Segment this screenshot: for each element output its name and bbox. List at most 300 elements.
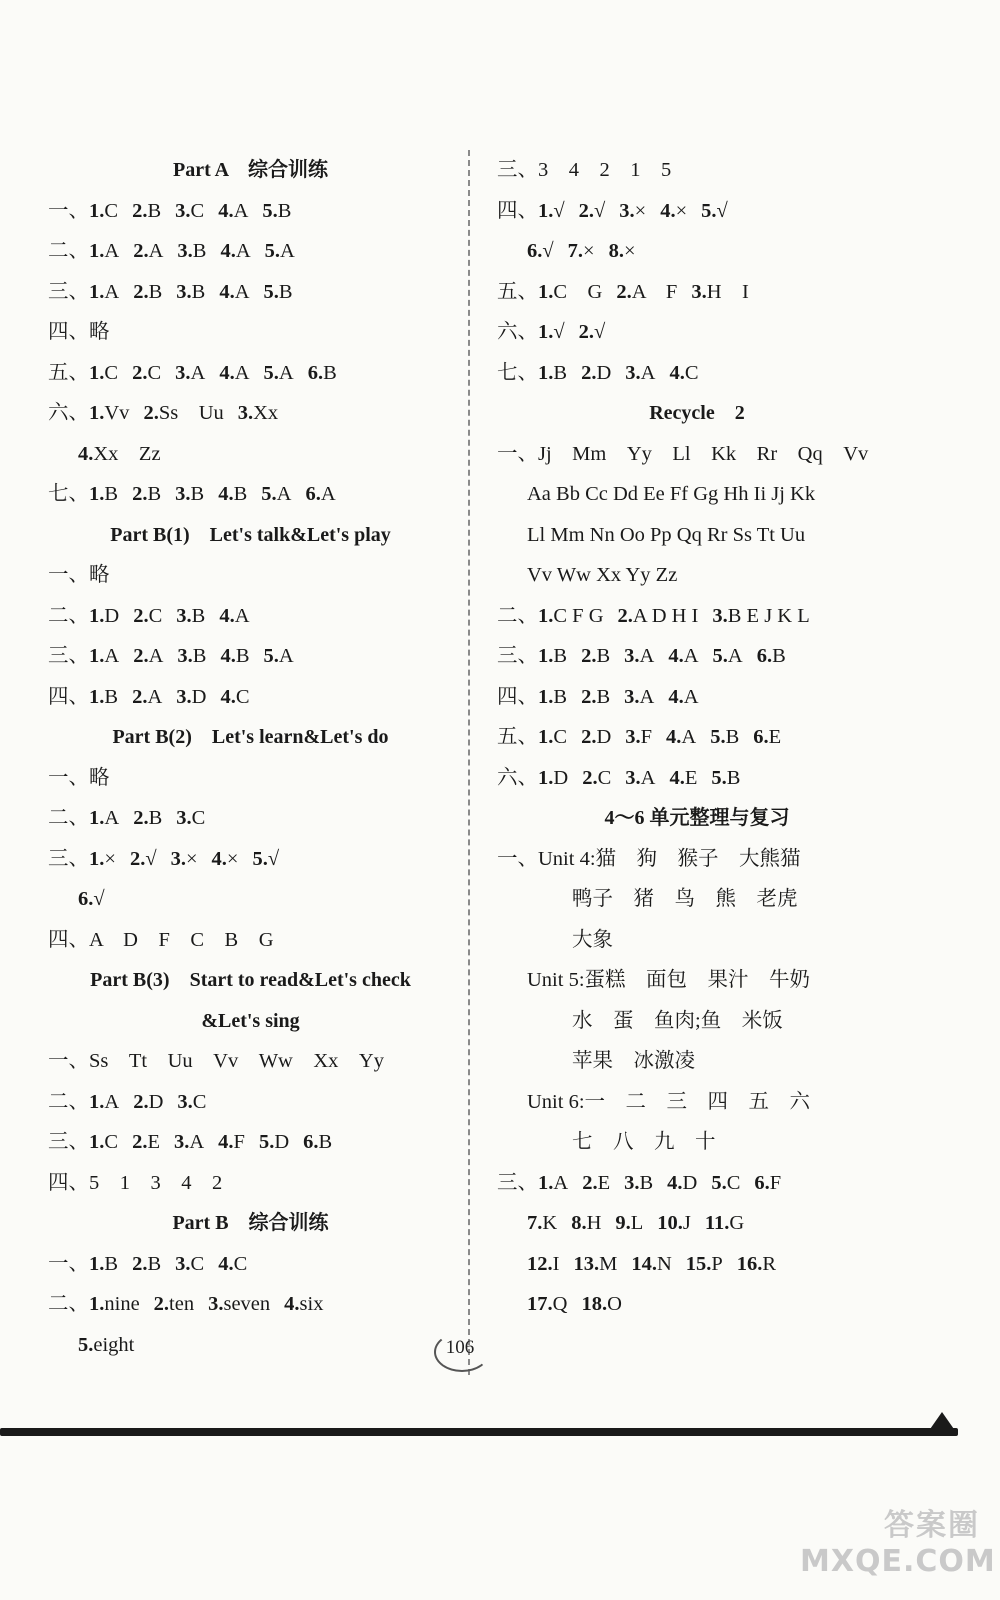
answer-value: H I (706, 280, 749, 303)
answer-line (48, 312, 453, 353)
answer-value: K (542, 1212, 558, 1234)
answer-item (625, 717, 652, 758)
answer-number: 1. (89, 240, 105, 262)
answer-value: A D H I (632, 604, 699, 627)
answer-number: 4. (220, 645, 236, 667)
answer-item (737, 1244, 776, 1285)
answer-number: 5. (262, 199, 278, 222)
answer-line (48, 677, 453, 718)
answer-number: 2. (581, 726, 597, 748)
answer-line (48, 393, 453, 434)
answer-item (757, 636, 786, 677)
answer-item (78, 879, 105, 920)
answer-number: 2. (581, 645, 597, 667)
answer-item (538, 596, 604, 637)
answer-item (669, 353, 698, 394)
answer-item (538, 272, 602, 313)
answer-number: 6. (754, 1171, 770, 1194)
answer-number: 3. (175, 483, 191, 505)
answer-value: D (553, 766, 569, 789)
answer-number: 1. (538, 766, 554, 789)
column-divider (468, 150, 470, 1375)
answer-value: O (607, 1293, 622, 1315)
answer-value: C G (553, 280, 603, 303)
answer-number: 12. (527, 1252, 553, 1275)
answer-line (497, 1203, 897, 1244)
answer-item (154, 1284, 194, 1325)
answer-number: 5. (258, 1131, 275, 1153)
answer-value: A (234, 604, 250, 627)
answer-number: 6. (305, 483, 321, 505)
answer-item (132, 1122, 160, 1163)
answer-value: J (682, 1212, 691, 1234)
answer-item (581, 1284, 621, 1325)
answer-item (219, 272, 249, 313)
answer-item (624, 677, 654, 718)
answer-value: Vv (104, 402, 130, 424)
answer-value: B (148, 807, 163, 829)
answer-item (133, 272, 162, 313)
question-group-label: 一、 (48, 1252, 89, 1275)
answer-item (174, 1122, 204, 1163)
answer-number: 8. (608, 240, 624, 262)
answer-number: 3. (237, 402, 254, 424)
answer-line (497, 353, 897, 394)
answer-value: C (148, 604, 163, 627)
answer-number: 1. (538, 199, 554, 222)
answer-item (133, 231, 163, 272)
question-group-label: 四、 (497, 685, 538, 708)
answer-line (497, 839, 897, 880)
question-group-label: 七、 (497, 361, 538, 384)
answer-value: B (278, 280, 293, 303)
answer-item (686, 1244, 723, 1285)
answer-value: B (104, 1252, 119, 1275)
answer-text: Aa Bb Cc Dd Ee Ff Gg Hh Ii Jj Kk (527, 483, 816, 505)
watermark-bottom: MXQE.COM (800, 1544, 996, 1579)
answer-number: 1. (89, 1252, 105, 1275)
answer-number: 18. (581, 1293, 608, 1315)
answer-item (89, 474, 118, 515)
answer-number: 4. (668, 645, 684, 667)
answer-item (89, 596, 119, 637)
answer-line (497, 596, 897, 637)
answer-number: 4. (218, 199, 234, 222)
answer-number: 1. (538, 685, 554, 708)
answer-value: A (235, 240, 251, 262)
answer-value: R (762, 1252, 777, 1275)
answer-line (497, 312, 897, 353)
answer-number: 15. (685, 1252, 712, 1275)
answer-value: D (104, 604, 120, 627)
answer-line (48, 434, 453, 475)
answer-line (48, 474, 453, 515)
answer-number: 2. (133, 240, 149, 262)
answer-value: C (235, 685, 250, 708)
answer-item (265, 231, 295, 272)
answer-item (581, 717, 611, 758)
answer-value: B (639, 1171, 654, 1194)
answer-line (497, 758, 897, 799)
answer-value: A (640, 361, 656, 384)
answer-line (497, 555, 897, 596)
answer-text: 略 (89, 564, 110, 586)
watermark-logo (800, 1500, 996, 1590)
answer-line (48, 272, 453, 313)
answer-item (220, 636, 249, 677)
answer-value: × (675, 199, 688, 222)
answer-value: B (553, 361, 568, 384)
answer-item (177, 231, 206, 272)
answer-item (711, 758, 740, 799)
answer-number: 1. (89, 807, 105, 829)
answer-line (497, 434, 897, 475)
page-number (428, 1322, 492, 1374)
answer-text: 略 (89, 766, 110, 789)
answer-value: A (639, 645, 655, 667)
answer-line (48, 636, 453, 677)
answer-number: 9. (615, 1212, 631, 1234)
answer-line (497, 960, 897, 1001)
answer-number: 2. (581, 685, 597, 708)
section-heading: Part B 综合训练 (172, 1212, 329, 1234)
answer-value: B (191, 280, 206, 303)
answer-number: 5. (710, 726, 726, 748)
answer-item (625, 758, 655, 799)
answer-value: ten (169, 1293, 195, 1315)
answer-value: A (104, 280, 120, 303)
question-group-label: 三、 (497, 159, 538, 181)
answer-number: 3. (691, 280, 707, 303)
answer-value: Xx (253, 402, 279, 424)
answer-line (497, 1163, 897, 1204)
answer-item (175, 353, 205, 394)
answer-item (582, 758, 611, 799)
answer-value: B (772, 645, 786, 667)
answer-number: 6. (307, 361, 324, 384)
answer-number: 2. (132, 685, 148, 708)
answer-item (616, 272, 677, 313)
answer-value: √ (553, 199, 565, 222)
answer-value: √ (93, 888, 105, 910)
answer-line (48, 353, 453, 394)
question-group-label: 二、 (48, 1090, 89, 1113)
section-heading: Part B(1) Let's talk&Let's play (110, 523, 391, 546)
answer-number: 6. (303, 1131, 319, 1153)
answer-item (143, 393, 223, 434)
answer-number: 3. (176, 280, 192, 303)
answer-line (48, 1163, 453, 1204)
answer-number: 1. (89, 685, 105, 708)
answer-number: 1. (89, 361, 105, 384)
answer-value: E (768, 726, 782, 748)
answer-number: 4. (218, 1131, 234, 1153)
answer-number: 1. (538, 361, 554, 384)
answer-item (220, 677, 249, 718)
answer-line (48, 839, 453, 880)
answer-value: N (656, 1252, 672, 1275)
answer-number: 3. (176, 807, 192, 829)
answer-value: A (278, 645, 294, 667)
answer-number: 4. (669, 361, 685, 384)
answer-item (218, 1122, 245, 1163)
answer-item (238, 393, 278, 434)
answer-item (538, 758, 568, 799)
answer-item (89, 677, 118, 718)
answer-value: B (277, 199, 292, 222)
answer-item (130, 839, 157, 880)
answer-number: 1. (89, 1293, 105, 1315)
answer-number: 4. (211, 847, 227, 870)
question-group-label: 六、 (48, 402, 89, 424)
answer-item (712, 596, 809, 637)
answer-item (262, 191, 291, 232)
question-group-label: 二、 (48, 240, 89, 262)
answer-number: 3. (175, 1252, 191, 1275)
answer-value: L (630, 1212, 644, 1234)
answer-item (581, 353, 611, 394)
answer-item (132, 353, 161, 394)
question-group-label: 三、 (48, 280, 89, 303)
question-group-label: 二、 (497, 604, 538, 627)
answer-value: E (684, 766, 698, 789)
question-group-label: 七、 (48, 483, 89, 505)
answer-item (133, 798, 162, 839)
answer-value: C (104, 199, 119, 222)
answer-line (497, 150, 897, 191)
answer-value: C (191, 807, 206, 829)
answer-value: A (104, 807, 120, 829)
answer-item (615, 1203, 643, 1244)
answer-item (78, 434, 161, 475)
answer-value: seven (223, 1293, 271, 1315)
answer-item (618, 596, 699, 637)
answer-value: × (185, 847, 198, 870)
answer-item (89, 839, 116, 880)
answer-value: A (553, 1171, 569, 1194)
answer-line (48, 1082, 453, 1123)
answer-line (48, 1122, 453, 1163)
answer-value: A (104, 1090, 120, 1113)
answer-item (660, 191, 687, 232)
answer-text: 鸭子 猪 鸟 熊 老虎 (572, 888, 798, 910)
answer-text: 水 蛋 鱼肉;鱼 米饭 (572, 1009, 783, 1032)
answer-line (497, 1001, 897, 1042)
answer-number: 3. (625, 361, 641, 384)
answer-number: 5. (78, 1333, 94, 1356)
answer-text: Vv Ww Xx Yy Zz (527, 564, 678, 586)
answer-text: 七 八 九 十 (572, 1131, 716, 1153)
answer-item (538, 677, 567, 718)
answer-line (497, 920, 897, 961)
answer-number: 7. (527, 1212, 543, 1234)
answer-number: 2. (616, 280, 632, 303)
bottom-rule-ornament (928, 1412, 956, 1432)
answer-number: 2. (582, 1171, 598, 1194)
answer-text: 5 1 3 4 2 (89, 1171, 223, 1194)
answer-item (579, 312, 606, 353)
answer-number: 1. (89, 1090, 105, 1113)
answer-line (497, 1244, 897, 1285)
answer-line (497, 1082, 897, 1123)
answer-item (753, 717, 781, 758)
answer-value: B E J K L (727, 604, 810, 627)
answer-item (527, 231, 554, 272)
answer-item (631, 1244, 671, 1285)
answer-value: C (597, 766, 612, 789)
answer-value: nine (104, 1293, 140, 1315)
answer-number: 5. (701, 199, 717, 222)
answer-number: 6. (78, 888, 94, 910)
answer-number: 1. (89, 280, 105, 303)
answer-line (48, 1284, 453, 1325)
answer-value: C (104, 1131, 119, 1153)
answer-item (218, 1244, 247, 1285)
answer-value: √ (594, 321, 606, 343)
answer-value: C (553, 726, 568, 748)
answer-value: H (586, 1212, 602, 1234)
answer-item (89, 191, 118, 232)
question-group-label: 三、 (497, 645, 538, 667)
answer-line (497, 474, 897, 515)
answer-value: six (299, 1293, 324, 1315)
answer-item (132, 677, 162, 718)
answer-value: G (729, 1212, 745, 1234)
answer-text: 苹果 冰激凌 (572, 1050, 695, 1072)
answer-number: 2. (133, 645, 149, 667)
question-group-label: 五、 (497, 726, 538, 748)
answer-line (48, 798, 453, 839)
answer-item (538, 636, 567, 677)
answer-number: 3. (625, 726, 641, 748)
answer-item (89, 1284, 140, 1325)
answer-item (259, 1122, 289, 1163)
answer-number: 2. (578, 199, 595, 222)
answer-value: √ (267, 847, 280, 870)
answer-value: B (147, 199, 162, 222)
answer-item (669, 758, 697, 799)
answer-item (133, 636, 163, 677)
answer-value: B (104, 483, 119, 505)
answer-item (538, 1163, 568, 1204)
answer-item (89, 636, 119, 677)
answer-value: C (147, 361, 162, 384)
answer-number: 5. (711, 766, 727, 789)
answer-number: 2. (133, 807, 149, 829)
answer-value: A (278, 361, 294, 384)
answer-value: C (190, 1252, 205, 1275)
answer-value: I (552, 1252, 560, 1275)
answer-number: 4. (660, 199, 676, 222)
answer-item (78, 1325, 134, 1366)
answer-text: Unit 6:一 二 三 四 五 六 (527, 1090, 811, 1113)
answer-number: 3. (173, 1131, 190, 1153)
answer-number: 4. (666, 726, 682, 748)
answer-number: 4. (220, 240, 236, 262)
answer-value: √ (594, 199, 606, 222)
answer-number: 2. (129, 847, 146, 870)
answer-line (497, 515, 897, 556)
answer-value: √ (716, 199, 728, 222)
answer-item (527, 1284, 567, 1325)
answer-number: 5. (263, 645, 279, 667)
section-heading: &Let's sing (201, 1009, 300, 1032)
answer-value: A (683, 645, 699, 667)
answer-number: 3. (176, 685, 192, 708)
answer-value: B (147, 483, 162, 505)
answer-item (713, 636, 743, 677)
answer-number: 2. (132, 1131, 148, 1153)
answer-number: 11. (704, 1212, 730, 1234)
answer-value: Xx Zz (93, 442, 161, 465)
section-heading: Part A 综合训练 (173, 159, 328, 181)
answer-item (538, 717, 567, 758)
answer-number: 3. (175, 199, 191, 222)
question-group-label: 一、 (48, 199, 89, 222)
answer-value: C (233, 1252, 248, 1275)
answer-item (305, 474, 335, 515)
answer-number: 1. (89, 1131, 105, 1153)
answer-number: 2. (581, 361, 597, 384)
question-group-label: 一、 (48, 766, 89, 789)
answer-value: √ (542, 240, 554, 262)
answer-line (48, 758, 453, 799)
answer-value: B (596, 645, 611, 667)
answer-number: 14. (631, 1252, 657, 1275)
answer-number: 2. (133, 604, 149, 627)
page-number-ornament (434, 1332, 490, 1372)
answer-item (666, 717, 696, 758)
answer-number: 2. (132, 199, 148, 222)
left-answer-column (48, 150, 453, 1365)
answer-item (527, 1244, 559, 1285)
answer-number: 3. (619, 199, 635, 222)
answer-value: B (553, 685, 568, 708)
question-group-label: 三、 (48, 1131, 89, 1153)
answer-item (527, 1203, 557, 1244)
answer-number: 4. (219, 280, 235, 303)
answer-value: C (190, 199, 205, 222)
answer-item (177, 636, 206, 677)
answer-value: C (104, 361, 119, 384)
section-heading: 4～6 单元整理与复习 (604, 807, 790, 829)
answer-value: F (769, 1171, 782, 1194)
answer-number: 4. (78, 442, 94, 465)
answer-number: 1. (538, 280, 554, 303)
answer-value: F (640, 726, 653, 748)
answer-value: D (191, 685, 207, 708)
answer-number: 2. (143, 402, 159, 424)
question-group-label: 一、 (48, 1050, 89, 1072)
answer-text: A D F C B G (89, 928, 274, 951)
answer-number: 1. (538, 645, 554, 667)
answer-number: 5. (263, 361, 279, 384)
answer-number: 17. (527, 1293, 553, 1315)
answer-item (308, 353, 337, 394)
answer-value: D (682, 1171, 698, 1194)
answer-number: 2. (153, 1293, 170, 1315)
answer-number: 5. (711, 1171, 727, 1194)
answer-number: 5. (263, 280, 279, 303)
question-group-label: 三、 (48, 847, 89, 870)
answer-item (261, 474, 291, 515)
page-number-text: 106 (445, 1337, 475, 1358)
answer-item (538, 353, 567, 394)
answer-item (219, 353, 249, 394)
answer-item (175, 474, 204, 515)
answer-number: 4. (667, 1171, 683, 1194)
answer-item (176, 596, 205, 637)
